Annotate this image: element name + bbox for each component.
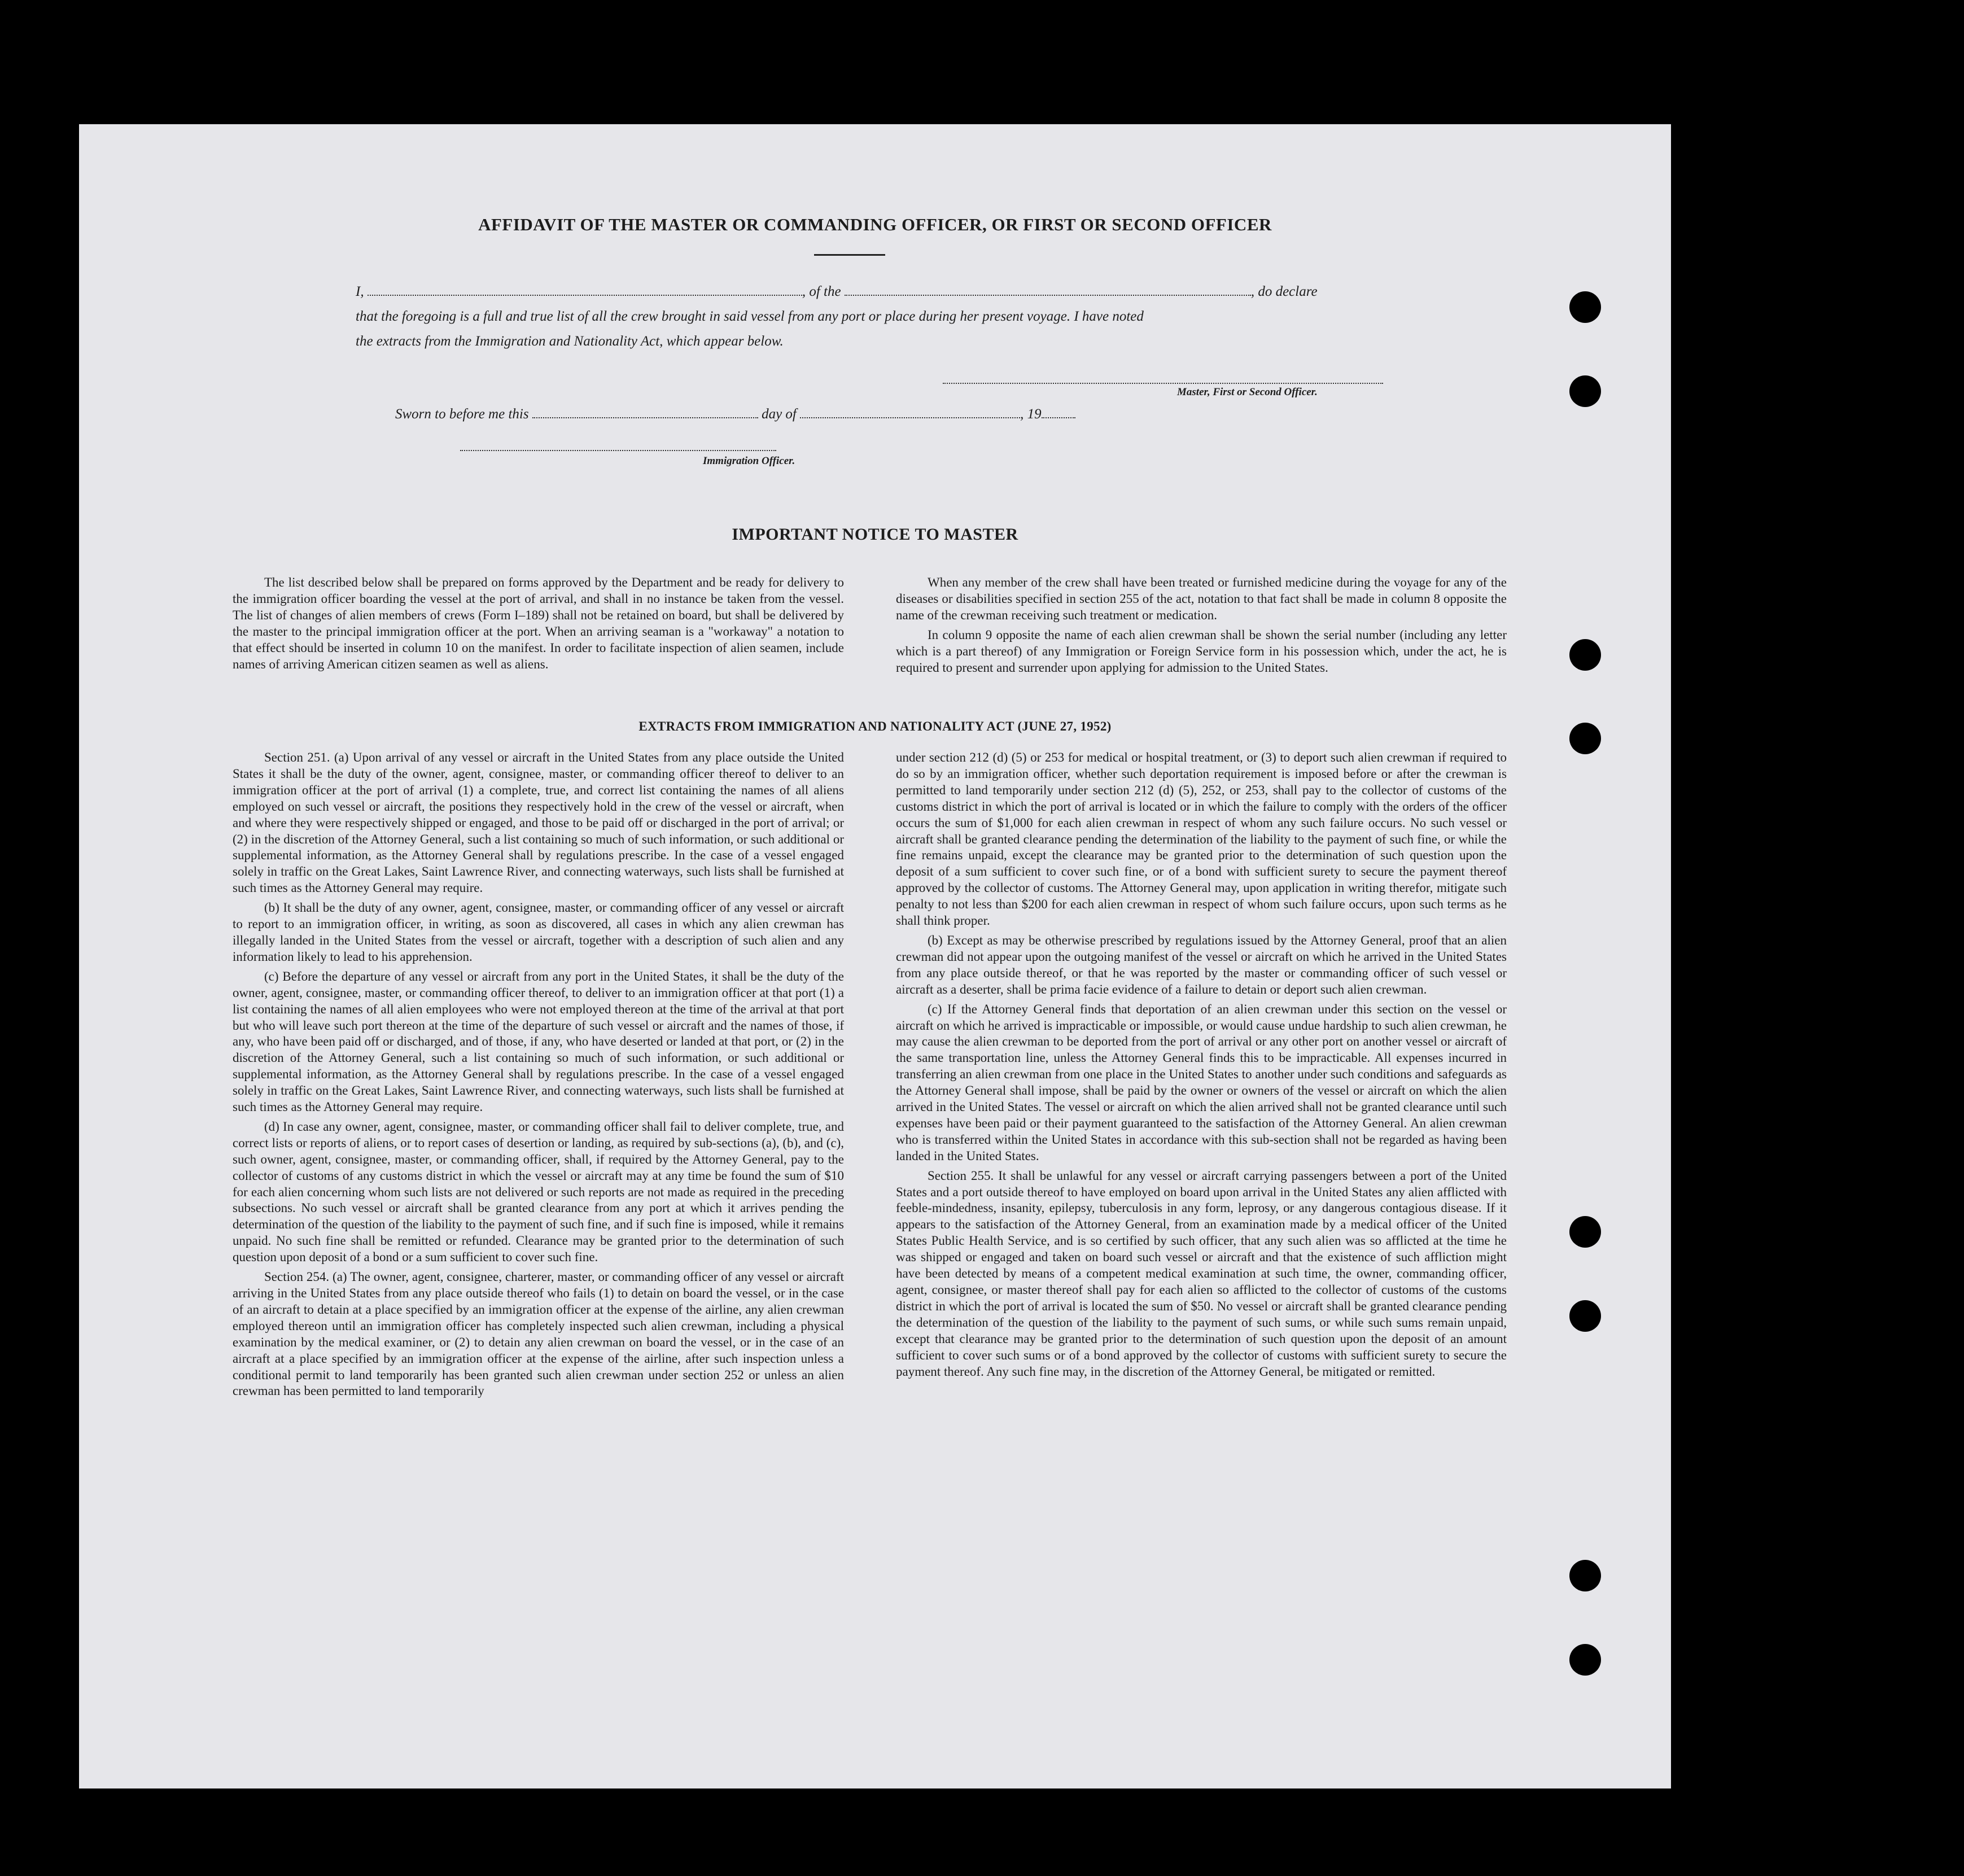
extract-paragraph: (d) In case any owner, agent, consignee, master, or commanding officer shall fail to deliver complete, true, and correct lists or reports of aliens, or to report cases of desertion or landing, as required by sub-sections (a), (b), and (c), such owner, agent, consignee, master, or commanding officer, shall, if required by the Attorney General, pay to the collector of customs of any customs district in which the vessel or aircraft may at any time be found the sum of $10 for each alien concerning whom such lists are not delivered or such reports are not made as required in the preceding subsections. No such vessel or aircraft shall be granted clearance from any port at which it arrives pending the determination of the question of the liability to the payment of such fine, and if such fine is imposed, while it remains unpaid. No such fine shall be remitted or refunded. Clearance may be granted prior to the determination of such question upon deposit of a bond or a sum sufficient to cover such fine. (233, 1119, 844, 1265)
sworn-day-field[interactable] (532, 408, 758, 418)
extract-paragraph: Section 254. (a) The owner, agent, consignee, charterer, master, or commanding officer of any vessel or aircraft arriving in the United States from any place outside thereof who fails (1) to detain on board the vessel, or in the case of an aircraft to detain at a place specified by an immigration officer at the expense of the airline, any alien crewman employed thereon until an immigration officer has completely inspected such alien crewman, including a physical examination by the medical examiner, or (2) to detain any alien crewman on board the vessel, or in the case of an aircraft at a place specified by an immigration officer at the expense of the airline, after such inspection unless a conditional permit to land temporarily has been granted such alien crewman under section 252 or unless an alien crewman has been permitted to land temporarily (233, 1270, 844, 1398)
notice-right-column (896, 575, 1507, 679)
declaration (356, 279, 1462, 354)
punch-hole (1569, 1560, 1601, 1591)
vessel-field[interactable] (845, 286, 1251, 296)
sworn-month-field[interactable] (800, 408, 1020, 418)
punch-hole (1569, 1216, 1601, 1248)
sworn-line (395, 406, 1075, 422)
punch-hole (1569, 375, 1601, 407)
sworn-prefix: Sworn to before me this (395, 406, 529, 422)
extract-paragraph: Section 255. It shall be unlawful for any vessel or aircraft carrying passengers between a port of the United States and a port outside thereof to have employed on board upon arrival in the United States any alien afflicted with feeble-mindedness, insanity, epilepsy, tuberculosis in any form, leprosy, or any dangerous contagious disease. If it appears to the satisfaction of the Attorney General, from an examination made by a medical officer of the United States Public Health Service, and is so certified by such officer, that any such alien was so afflicted at the time he was shipped or engaged and taken on board such vessel or aircraft and that the existence of such affliction might have been detected by means of a competent medical examination at such time, the owner, commanding officer, agent, consignee, or master thereof shall pay for each alien so afflicted to the collector of customs of the customs district in which the port of arrival is located the sum of $50. No vessel or aircraft shall be granted clearance pending the determination of the question of the liability to the payment of such sums, or while such sums remain unpaid, except that clearance may be granted prior to the determination of such question upon the deposit of an amount sufficient to cover such sums or of a bond approved by the collector of customs with sufficient surety to secure the payment thereof. Any such fine may, in the discretion of the Attorney General, be mitigated or remitted. (896, 1168, 1507, 1379)
punch-hole (1569, 291, 1601, 323)
extracts-title: EXTRACTS FROM IMMIGRATION AND NATIONALITY ACT (JUNE 27, 1952) (638, 719, 1112, 733)
declaration-line-2: that the foregoing is a full and true list of all the crew brought in said vessel from any port or place during her present voyage. I have noted (356, 309, 1144, 324)
punch-hole (1569, 1644, 1601, 1676)
notice-left-column (233, 575, 844, 676)
notice-paragraph: When any member of the crew shall have been treated or furnished medicine during the voyage for any of the diseases or disabilities specified in section 255 of the act, notation to that fact shall be made in column 8 opposite the name of the crewman receiving such treatment or medication. (896, 575, 1507, 622)
declaration-of-the: , of the (802, 284, 841, 299)
master-signature-line[interactable] (943, 383, 1383, 384)
notice-title: IMPORTANT NOTICE TO MASTER (732, 525, 1018, 544)
document-page (79, 124, 1671, 1788)
immigration-officer-signature-line[interactable] (460, 450, 776, 451)
punch-hole (1569, 639, 1601, 671)
declaration-i: I, (356, 284, 364, 299)
sworn-day-of: day of (762, 406, 797, 422)
notice-paragraph: The list described below shall be prepared on forms approved by the Department and be ready for delivery to the immigration officer boarding the vessel at the port of arrival, and shall in no instance be taken from the vessel. The list of changes of alien members of crews (Form I–189) shall not be retained on board, but shall be delivered by the master to the principal immigration officer at the port. When an arriving seaman is a "workaway" a notation to that effect should be inserted in column 10 on the manifest. In order to facilitate inspection of alien seamen, include names of arriving American citizen seamen as well as aliens. (233, 575, 844, 671)
affidavit-title: AFFIDAVIT OF THE MASTER OR COMMANDING OFFICER, OR FIRST OR SECOND OFFICER (478, 215, 1272, 234)
immigration-officer-label: Immigration Officer. (703, 455, 795, 467)
extracts-left-column (233, 750, 844, 1403)
extract-paragraph: (c) If the Attorney General finds that deportation of an alien crewman under this section on the vessel or aircraft on which he arrived is impracticable or impossible, or would cause undue hardship to such alien crewman, he may cause the alien crewman to be deported from the port of arrival or any other port on another vessel or aircraft of the same transportation line, unless the Attorney General finds this to be impracticable. All expenses incurred in transferring an alien crewman from one place in the United States to another under such conditions and safeguards as the Attorney General shall impose, shall be paid by the owner or owners of the vessel or aircraft on which the alien arrived in the United States. The vessel or aircraft on which the alien arrived shall not be granted clearance until such expenses have been paid or their payment guaranteed to the satisfaction of the Attorney General. An alien crewman who is transferred within the United States in accordance with this sub-section shall not be regarded as having been landed in the United States. (896, 1002, 1507, 1163)
extract-paragraph: (b) Except as may be otherwise prescribed by regulations issued by the Attorney General, proof that an alien crewman did not appear upon the outgoing manifest of the vessel or aircraft on which he arrived in the United States from any place outside thereof, or that he was reported by the master or commanding officer of such vessel or aircraft as a deserter, shall be prima facie evidence of a failure to detain or deport such alien crewman. (896, 933, 1507, 996)
punch-hole (1569, 1300, 1601, 1332)
extract-paragraph: Section 251. (a) Upon arrival of any vessel or aircraft in the United States from any place outside the United States it shall be the duty of the owner, agent, consignee, master, or commanding officer thereof to deliver to an immigration officer at the port of arrival (1) a complete, true, and correct list containing the names of all aliens employed on such vessel or aircraft, the positions they respectively hold in the crew of the vessel or aircraft, when and where they were respectively shipped or engaged, and those to be paid off or discharged in the port of arrival; or (2) in the discretion of the Attorney General, such a list containing so much of such information, or such additional or supplemental information, as the Attorney General shall by regulations prescribe. In the case of a vessel engaged solely in traffic on the Great Lakes, Saint Lawrence River, and connecting waterways, such lists shall be furnished at such times as the Attorney General may require. (233, 750, 844, 895)
extracts-right-column (896, 750, 1507, 1383)
declaration-line-3: the extracts from the Immigration and Nationality Act, which appear below. (356, 334, 784, 349)
notice-paragraph: In column 9 opposite the name of each alien crewman shall be shown the serial number (including any letter which is a part thereof) of any Immigration or Foreign Service form in his possession which, under the act, he is required to present and surrender upon applying for admission to the United States. (896, 627, 1507, 675)
extract-paragraph: (c) Before the departure of any vessel or aircraft from any port in the United States, it shall be the duty of the owner, agent, consignee, master, or commanding officer thereof, to deliver to an immigration officer at that port (1) a list containing the names of all alien employees who were not employed thereon at the time of the arrival at that port but who will leave such port thereon at the time of the departure of such vessel or aircraft and the names of those, if any, who have been paid off or discharged, and of those, if any, who have deserted or landed at that port, or (2) in the discretion of the Attorney General, such a list containing so much of such information, or such additional or supplemental information, as the Attorney General shall by regulations prescribe. In the case of a vessel engaged solely in traffic on the Great Lakes, Saint Lawrence River, and connecting waterways, such lists shall be furnished at such times as the Attorney General may require. (233, 969, 844, 1114)
extract-paragraph: (b) It shall be the duty of any owner, agent, consignee, master, or commanding officer of any vessel or aircraft to report to an immigration officer, in writing, as soon as discovered, all cases in which any alien crewman has illegally landed in the United States from the vessel or aircraft, together with a description of such alien and any information likely to lead to his apprehension. (233, 900, 844, 964)
extract-paragraph: under section 212 (d) (5) or 253 for medical or hospital treatment, or (3) to deport such alien crewman if required to do so by an immigration officer, whether such deportation requirement is imposed before or after the crewman is permitted to land temporarily under section 212 (d) (5), 252, or 253, shall pay to the collector of customs of the customs district in which the port of arrival is located or in which the failure to comply with the orders of the officer occurs the sum of $1,000 for each alien crewman in respect of whom any such failure occurs. No such vessel or aircraft shall be granted clearance pending the determination of the liability to the payment of such fine, or while the fine remains unpaid, except the clearance may be granted prior to the determination of such question upon the deposit of a sum sufficient to cover such fine, or of a bond with sufficient surety to secure the payment thereof approved by the collector of customs. The Attorney General may, upon application in writing therefor, mitigate such penalty to not less than $200 for each alien crewman in respect of whom such failure occurs, upon such terms as he shall think proper. (896, 750, 1507, 928)
title-divider (814, 254, 885, 256)
name-field[interactable] (368, 286, 802, 296)
declaration-line-1 (356, 279, 1462, 304)
master-signature-label: Master, First or Second Officer. (1177, 386, 1318, 398)
declaration-do-declare: , do declare (1250, 284, 1318, 299)
sworn-year-field[interactable] (1042, 408, 1075, 418)
sworn-year: , 19 (1020, 406, 1042, 422)
